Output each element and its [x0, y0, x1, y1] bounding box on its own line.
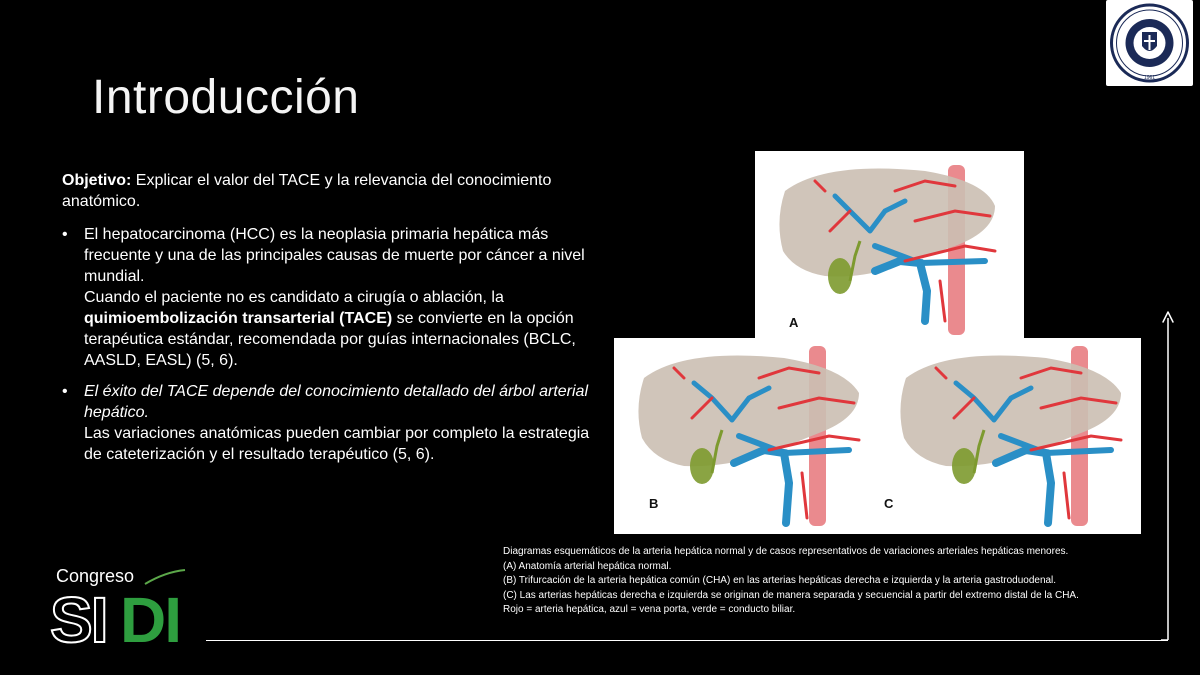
caption-line-2: (A) Anatomía arterial hepática normal.	[503, 560, 672, 572]
liver-diagram-b	[638, 346, 859, 526]
bullet-hcc-line2	[84, 287, 602, 371]
bullet-hcc-line1: • El hepatocarcinoma (HCC) es la neoplasia primaria hepática más frecuente y una de las principales causas de muerte por cáncer a nivel mundial.	[84, 226, 585, 285]
bullet-item-hcc	[62, 224, 602, 371]
congreso-word: Congreso	[56, 566, 135, 586]
liver-diagram-c	[884, 346, 1121, 526]
slide-body	[62, 170, 602, 475]
objective-label: Objetivo:	[62, 172, 132, 189]
liver-diagrams-b-c	[614, 338, 1141, 534]
bullet-item-tace	[62, 381, 602, 465]
liver-diagram-a	[755, 151, 1024, 338]
objective-text: Explicar el valor del TACE y la relevancia del conocimiento anatómico.	[62, 172, 552, 210]
bullet-tace-italic: • El éxito del TACE depende del conocimiento detallado del árbol arterial hepático.	[84, 383, 589, 421]
panel-label-b: B	[649, 496, 659, 511]
caption-line-1: Diagramas esquemáticos de la arteria hepática normal y de casos representativos de variaciones arteriales hepáticas menores.	[503, 546, 1069, 557]
institution-seal-logo	[1106, 0, 1193, 86]
footer-divider	[206, 640, 1168, 641]
bullet-list	[62, 224, 602, 465]
bullet-tace-text: Las variaciones anatómicas pueden cambiar por completo la estrategia de cateterización y el resultado terapéutico (5, 6).	[84, 425, 590, 463]
figure-caption	[503, 545, 1163, 618]
slide-title: Introducción	[92, 71, 360, 124]
bullet-hcc-pre: Cuando el paciente no es candidato a cirugía o ablación, la	[84, 289, 504, 306]
congreso-sidi-logo	[50, 562, 200, 647]
panel-label-a: A	[789, 315, 799, 330]
panel-label-c: C	[884, 496, 894, 511]
diagram-panel-a	[755, 151, 1024, 338]
gallbladder-shape	[828, 258, 852, 294]
bullet-hcc-post: se convierte en la opción terapéutica estándar, recomendada por guías internacionales (BCLC, AASLD, EASL) (5, 6).	[84, 310, 576, 369]
svg-text:SI: SI	[50, 584, 107, 647]
svg-text:1961: 1961	[1143, 75, 1156, 81]
objective-paragraph	[62, 170, 602, 212]
svg-text:DI: DI	[120, 584, 180, 647]
caption-line-5: Rojo = arteria hepática, azul = vena porta, verde = conducto biliar.	[503, 604, 796, 615]
arrow-up-icon	[1160, 310, 1176, 642]
bullet-hcc-bold: quimioembolización transarterial (TACE)	[84, 310, 393, 327]
caption-line-4: (C) Las arterias hepáticas derecha e izquierda se originan de manera separada y secuencial a partir del extremo distal de la CHA.	[503, 589, 1079, 601]
caption-line-3: (B) Trifurcación de la arteria hepática común (CHA) en las arterias hepáticas derecha e izquierda y la arteria gastroduodenal.	[503, 575, 1057, 586]
diagram-panel-bc	[614, 338, 1141, 534]
